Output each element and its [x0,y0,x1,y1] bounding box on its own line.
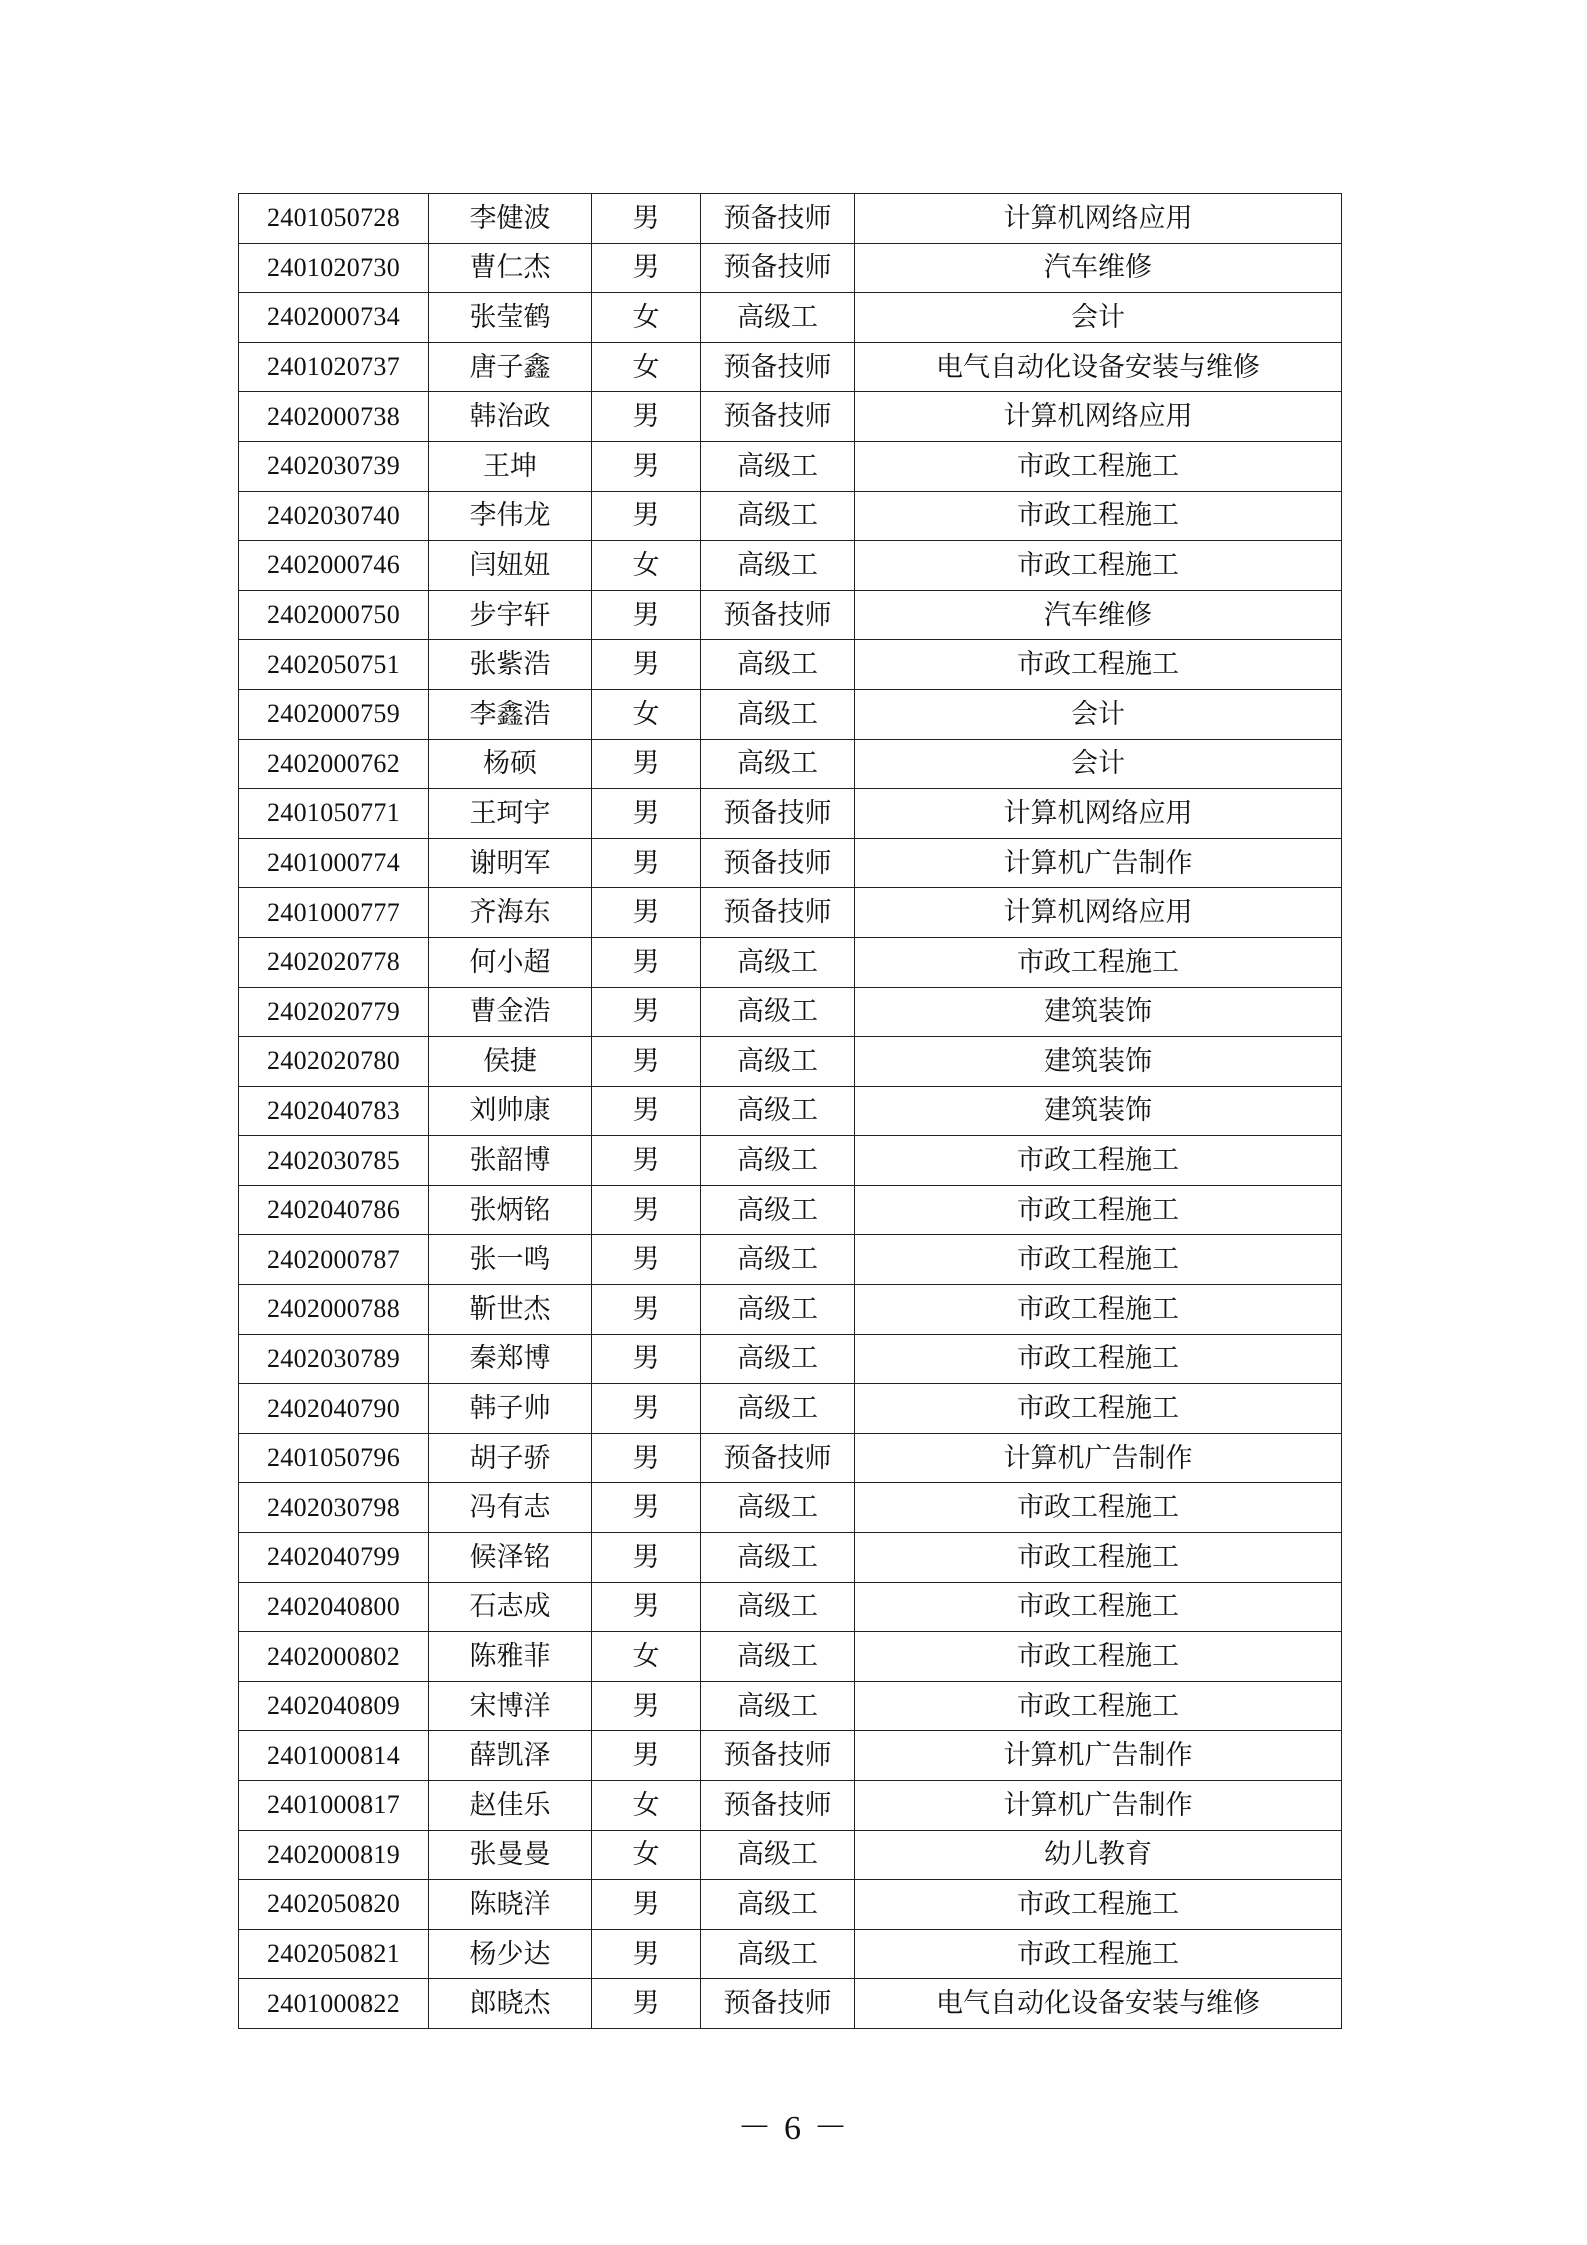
student-name-cell: 李伟龙 [429,491,592,541]
skill-level-cell: 高级工 [701,1285,855,1335]
major-cell: 市政工程施工 [855,1136,1342,1186]
major-cell: 电气自动化设备安装与维修 [855,342,1342,392]
skill-level-cell: 预备技师 [701,838,855,888]
student-id-cell: 2401050771 [239,789,429,839]
gender-cell: 男 [592,590,701,640]
major-cell: 市政工程施工 [855,640,1342,690]
table-row [239,1483,1342,1533]
student-id-cell: 2402040783 [239,1086,429,1136]
student-name-cell: 薛凯泽 [429,1731,592,1781]
skill-level-cell: 高级工 [701,293,855,343]
student-id-cell: 2401050796 [239,1433,429,1483]
skill-level-cell: 高级工 [701,1136,855,1186]
table-row [239,689,1342,739]
skill-level-cell: 高级工 [701,541,855,591]
student-id-cell: 2402020778 [239,937,429,987]
student-name-cell: 韩治政 [429,392,592,442]
student-name-cell: 张紫浩 [429,640,592,690]
table-row [239,739,1342,789]
skill-level-cell: 高级工 [701,1880,855,1930]
major-cell: 计算机网络应用 [855,789,1342,839]
student-name-cell: 张一鸣 [429,1235,592,1285]
skill-level-cell: 高级工 [701,1483,855,1533]
gender-cell: 男 [592,1285,701,1335]
table-row [239,1086,1342,1136]
student-name-cell: 胡子骄 [429,1433,592,1483]
student-id-cell: 2402050821 [239,1929,429,1979]
skill-level-cell: 预备技师 [701,1731,855,1781]
gender-cell: 男 [592,1929,701,1979]
table-row [239,1731,1342,1781]
gender-cell: 男 [592,987,701,1037]
skill-level-cell: 高级工 [701,441,855,491]
table-row [239,1830,1342,1880]
major-cell: 市政工程施工 [855,1235,1342,1285]
student-name-cell: 唐子鑫 [429,342,592,392]
skill-level-cell: 高级工 [701,1235,855,1285]
student-name-cell: 谢明军 [429,838,592,888]
roster-table-body [239,194,1342,2029]
skill-level-cell: 高级工 [701,689,855,739]
major-cell: 市政工程施工 [855,1185,1342,1235]
student-id-cell: 2402030740 [239,491,429,541]
major-cell: 汽车维修 [855,590,1342,640]
student-name-cell: 闫妞妞 [429,541,592,591]
skill-level-cell: 高级工 [701,1681,855,1731]
table-row [239,937,1342,987]
table-row [239,194,1342,244]
table-row [239,392,1342,442]
student-id-cell: 2402000750 [239,590,429,640]
gender-cell: 男 [592,1136,701,1186]
student-id-cell: 2401000777 [239,888,429,938]
student-id-cell: 2401020737 [239,342,429,392]
gender-cell: 男 [592,1880,701,1930]
skill-level-cell: 预备技师 [701,1781,855,1831]
student-id-cell: 2402030739 [239,441,429,491]
skill-level-cell: 高级工 [701,1929,855,1979]
table-row [239,342,1342,392]
major-cell: 市政工程施工 [855,1334,1342,1384]
table-row [239,1037,1342,1087]
gender-cell: 男 [592,392,701,442]
skill-level-cell: 高级工 [701,987,855,1037]
major-cell: 汽车维修 [855,243,1342,293]
student-name-cell: 何小超 [429,937,592,987]
student-name-cell: 杨少达 [429,1929,592,1979]
gender-cell: 男 [592,243,701,293]
skill-level-cell: 高级工 [701,1334,855,1384]
skill-level-cell: 预备技师 [701,1433,855,1483]
gender-cell: 男 [592,1533,701,1583]
table-row [239,1533,1342,1583]
table-row [239,1384,1342,1434]
table-row [239,1334,1342,1384]
skill-level-cell: 高级工 [701,1632,855,1682]
major-cell: 建筑装饰 [855,1086,1342,1136]
table-row [239,1681,1342,1731]
gender-cell: 男 [592,739,701,789]
student-id-cell: 2401050728 [239,194,429,244]
major-cell: 计算机网络应用 [855,888,1342,938]
gender-cell: 女 [592,1830,701,1880]
skill-level-cell: 预备技师 [701,590,855,640]
student-id-cell: 2402040800 [239,1582,429,1632]
skill-level-cell: 高级工 [701,640,855,690]
student-id-cell: 2402020780 [239,1037,429,1087]
table-row [239,1285,1342,1335]
major-cell: 计算机广告制作 [855,1731,1342,1781]
skill-level-cell: 高级工 [701,491,855,541]
student-id-cell: 2402000802 [239,1632,429,1682]
student-id-cell: 2402040799 [239,1533,429,1583]
gender-cell: 男 [592,441,701,491]
gender-cell: 男 [592,491,701,541]
student-name-cell: 候泽铭 [429,1533,592,1583]
student-name-cell: 张莹鹤 [429,293,592,343]
major-cell: 市政工程施工 [855,1632,1342,1682]
student-name-cell: 张曼曼 [429,1830,592,1880]
table-row [239,590,1342,640]
skill-level-cell: 高级工 [701,1037,855,1087]
major-cell: 市政工程施工 [855,441,1342,491]
student-name-cell: 张韶博 [429,1136,592,1186]
student-roster-table [238,193,1342,2029]
student-id-cell: 2402000819 [239,1830,429,1880]
gender-cell: 男 [592,1483,701,1533]
gender-cell: 男 [592,640,701,690]
major-cell: 计算机广告制作 [855,1433,1342,1483]
major-cell: 建筑装饰 [855,987,1342,1037]
student-name-cell: 赵佳乐 [429,1781,592,1831]
student-id-cell: 2401000814 [239,1731,429,1781]
gender-cell: 女 [592,1781,701,1831]
major-cell: 市政工程施工 [855,1681,1342,1731]
table-row [239,1781,1342,1831]
gender-cell: 男 [592,1334,701,1384]
student-id-cell: 2402030789 [239,1334,429,1384]
gender-cell: 男 [592,1681,701,1731]
student-name-cell: 靳世杰 [429,1285,592,1335]
table-row [239,441,1342,491]
student-id-cell: 2402040809 [239,1681,429,1731]
table-row [239,293,1342,343]
table-row [239,541,1342,591]
student-name-cell: 冯有志 [429,1483,592,1533]
gender-cell: 女 [592,342,701,392]
student-name-cell: 李健波 [429,194,592,244]
student-id-cell: 2402000788 [239,1285,429,1335]
major-cell: 市政工程施工 [855,1929,1342,1979]
gender-cell: 男 [592,789,701,839]
student-id-cell: 2402050820 [239,1880,429,1930]
skill-level-cell: 预备技师 [701,194,855,244]
skill-level-cell: 高级工 [701,1185,855,1235]
gender-cell: 女 [592,689,701,739]
student-name-cell: 秦郑博 [429,1334,592,1384]
major-cell: 市政工程施工 [855,1285,1342,1335]
skill-level-cell: 预备技师 [701,789,855,839]
student-name-cell: 曹仁杰 [429,243,592,293]
major-cell: 电气自动化设备安装与维修 [855,1979,1342,2029]
student-id-cell: 2401000822 [239,1979,429,2029]
gender-cell: 男 [592,1185,701,1235]
skill-level-cell: 高级工 [701,1086,855,1136]
skill-level-cell: 预备技师 [701,392,855,442]
gender-cell: 男 [592,1433,701,1483]
major-cell: 建筑装饰 [855,1037,1342,1087]
gender-cell: 男 [592,888,701,938]
student-name-cell: 陈晓洋 [429,1880,592,1930]
skill-level-cell: 高级工 [701,1533,855,1583]
major-cell: 计算机网络应用 [855,194,1342,244]
student-name-cell: 王坤 [429,441,592,491]
gender-cell: 男 [592,1731,701,1781]
table-row [239,491,1342,541]
student-id-cell: 2402030798 [239,1483,429,1533]
student-name-cell: 陈雅菲 [429,1632,592,1682]
major-cell: 市政工程施工 [855,541,1342,591]
major-cell: 计算机广告制作 [855,1781,1342,1831]
major-cell: 市政工程施工 [855,1483,1342,1533]
table-row [239,640,1342,690]
table-row [239,1880,1342,1930]
student-name-cell: 杨硕 [429,739,592,789]
student-id-cell: 2402000738 [239,392,429,442]
major-cell: 计算机广告制作 [855,838,1342,888]
skill-level-cell: 高级工 [701,739,855,789]
major-cell: 幼儿教育 [855,1830,1342,1880]
student-id-cell: 2402040786 [239,1185,429,1235]
student-name-cell: 石志成 [429,1582,592,1632]
gender-cell: 女 [592,293,701,343]
gender-cell: 男 [592,1384,701,1434]
table-row [239,1136,1342,1186]
student-name-cell: 郎晓杰 [429,1979,592,2029]
gender-cell: 男 [592,937,701,987]
major-cell: 市政工程施工 [855,937,1342,987]
gender-cell: 男 [592,194,701,244]
major-cell: 市政工程施工 [855,1880,1342,1930]
student-id-cell: 2402030785 [239,1136,429,1186]
table-row [239,1185,1342,1235]
major-cell: 市政工程施工 [855,1384,1342,1434]
major-cell: 计算机网络应用 [855,392,1342,442]
major-cell: 市政工程施工 [855,491,1342,541]
student-name-cell: 王珂宇 [429,789,592,839]
student-id-cell: 2402020779 [239,987,429,1037]
skill-level-cell: 预备技师 [701,888,855,938]
student-id-cell: 2401020730 [239,243,429,293]
table-row [239,1582,1342,1632]
table-row [239,789,1342,839]
gender-cell: 男 [592,1037,701,1087]
major-cell: 会计 [855,689,1342,739]
skill-level-cell: 预备技师 [701,1979,855,2029]
table-row [239,1632,1342,1682]
table-row [239,1235,1342,1285]
student-id-cell: 2402000787 [239,1235,429,1285]
student-id-cell: 2402000759 [239,689,429,739]
student-id-cell: 2401000774 [239,838,429,888]
skill-level-cell: 高级工 [701,937,855,987]
gender-cell: 男 [592,1086,701,1136]
student-name-cell: 步宇轩 [429,590,592,640]
table-row [239,838,1342,888]
skill-level-cell: 预备技师 [701,243,855,293]
student-name-cell: 齐海东 [429,888,592,938]
table-row [239,1433,1342,1483]
gender-cell: 男 [592,838,701,888]
student-id-cell: 2402000762 [239,739,429,789]
table-row [239,243,1342,293]
student-name-cell: 张炳铭 [429,1185,592,1235]
student-name-cell: 李鑫浩 [429,689,592,739]
table-row [239,987,1342,1037]
table-row [239,1979,1342,2029]
student-name-cell: 曹金浩 [429,987,592,1037]
major-cell: 市政工程施工 [855,1533,1342,1583]
gender-cell: 男 [592,1979,701,2029]
table-row [239,888,1342,938]
page-number: － 6 － [737,2110,850,2147]
gender-cell: 女 [592,541,701,591]
major-cell: 会计 [855,293,1342,343]
student-id-cell: 2402000734 [239,293,429,343]
gender-cell: 女 [592,1632,701,1682]
skill-level-cell: 高级工 [701,1384,855,1434]
skill-level-cell: 高级工 [701,1830,855,1880]
skill-level-cell: 预备技师 [701,342,855,392]
gender-cell: 男 [592,1235,701,1285]
student-name-cell: 宋博洋 [429,1681,592,1731]
student-name-cell: 侯捷 [429,1037,592,1087]
student-id-cell: 2402050751 [239,640,429,690]
table-row [239,1929,1342,1979]
major-cell: 市政工程施工 [855,1582,1342,1632]
major-cell: 会计 [855,739,1342,789]
student-id-cell: 2402000746 [239,541,429,591]
skill-level-cell: 高级工 [701,1582,855,1632]
student-name-cell: 刘帅康 [429,1086,592,1136]
student-name-cell: 韩子帅 [429,1384,592,1434]
student-id-cell: 2401000817 [239,1781,429,1831]
gender-cell: 男 [592,1582,701,1632]
student-id-cell: 2402040790 [239,1384,429,1434]
